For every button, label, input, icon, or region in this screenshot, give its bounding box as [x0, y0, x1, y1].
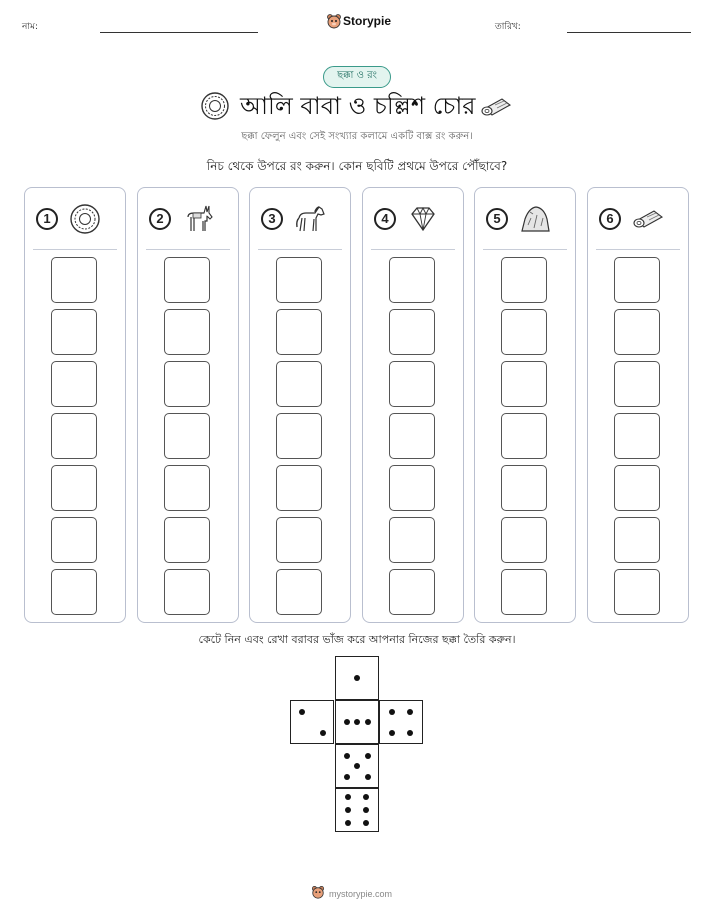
cave-rock-icon	[518, 203, 552, 235]
color-box[interactable]	[164, 465, 210, 511]
color-box[interactable]	[389, 413, 435, 459]
column-divider	[371, 249, 455, 250]
color-box[interactable]	[389, 361, 435, 407]
column-number: 4	[374, 208, 396, 230]
color-box[interactable]	[51, 517, 97, 563]
activity-badge: ছক্কা ও রং	[323, 66, 391, 88]
rug-roll-icon	[631, 203, 665, 235]
color-box[interactable]	[164, 309, 210, 355]
donkey-icon	[181, 203, 215, 235]
column-number: 2	[149, 208, 171, 230]
color-box[interactable]	[501, 361, 547, 407]
gold-coin-icon	[200, 91, 230, 121]
name-label: নাম:	[22, 22, 39, 32]
die-pip	[365, 774, 371, 780]
name-line[interactable]	[100, 32, 258, 33]
column-1	[24, 187, 126, 623]
column-6	[587, 187, 689, 623]
footer-url[interactable]: mystorypie.com	[329, 889, 393, 899]
die-pip	[354, 763, 360, 769]
color-box[interactable]	[389, 309, 435, 355]
die-pip	[363, 820, 369, 826]
die-pip	[344, 753, 350, 759]
color-box[interactable]	[276, 257, 322, 303]
color-box[interactable]	[614, 413, 660, 459]
color-box[interactable]	[614, 465, 660, 511]
die-pip	[345, 794, 351, 800]
game-prompt: নিচ থেকে উপরে রং করুন। কোন ছবিটি প্রথমে উপরে পৌঁছাবে?	[206, 159, 508, 173]
footer	[311, 884, 421, 904]
die-pip	[354, 719, 360, 725]
color-box[interactable]	[501, 517, 547, 563]
color-box[interactable]	[389, 569, 435, 615]
die-pip	[344, 719, 350, 725]
color-box[interactable]	[276, 361, 322, 407]
column-number: 3	[261, 208, 283, 230]
rug-roll-icon	[480, 93, 512, 119]
column-number: 5	[486, 208, 508, 230]
color-box[interactable]	[614, 569, 660, 615]
die-pip	[299, 709, 305, 715]
color-box[interactable]	[164, 361, 210, 407]
date-label: তারিখ:	[495, 22, 521, 32]
die-pip	[407, 709, 413, 715]
die-face-6	[335, 788, 379, 832]
die-pip	[407, 730, 413, 736]
color-box[interactable]	[51, 309, 97, 355]
column-number: 6	[599, 208, 621, 230]
color-box[interactable]	[614, 361, 660, 407]
cut-instruction: কেটে নিন এবং রেখা বরাবর ভাঁজ করে আপনার নিজের ছক্কা তৈরি করুন।	[198, 633, 516, 646]
die-pip	[354, 675, 360, 681]
die-face-1	[335, 656, 379, 700]
color-box[interactable]	[614, 257, 660, 303]
die-pip	[320, 730, 326, 736]
column-2	[137, 187, 239, 623]
color-box[interactable]	[164, 569, 210, 615]
column-divider	[483, 249, 567, 250]
column-divider	[146, 249, 230, 250]
color-box[interactable]	[501, 413, 547, 459]
color-box[interactable]	[51, 569, 97, 615]
color-box[interactable]	[51, 413, 97, 459]
color-box[interactable]	[164, 257, 210, 303]
die-pip	[365, 753, 371, 759]
column-number: 1	[36, 208, 58, 230]
color-box[interactable]	[276, 517, 322, 563]
die-pip	[389, 709, 395, 715]
color-box[interactable]	[389, 465, 435, 511]
color-box[interactable]	[501, 309, 547, 355]
column-4	[362, 187, 464, 623]
color-box[interactable]	[164, 413, 210, 459]
color-box[interactable]	[276, 309, 322, 355]
die-pip	[345, 807, 351, 813]
color-box[interactable]	[164, 517, 210, 563]
brand-logo	[326, 12, 390, 32]
brand-name: Storypie	[343, 14, 392, 28]
die-face-3	[335, 700, 379, 744]
die-pip	[344, 774, 350, 780]
column-3	[249, 187, 351, 623]
die-face-5	[335, 744, 379, 788]
die-pip	[365, 719, 371, 725]
color-box[interactable]	[276, 413, 322, 459]
column-divider	[33, 249, 117, 250]
column-divider	[258, 249, 342, 250]
color-box[interactable]	[276, 465, 322, 511]
die-pip	[363, 794, 369, 800]
horse-icon	[293, 203, 327, 235]
storypie-mascot-icon	[326, 13, 342, 30]
color-box[interactable]	[389, 517, 435, 563]
color-box[interactable]	[614, 517, 660, 563]
color-box[interactable]	[501, 257, 547, 303]
die-pip	[345, 820, 351, 826]
die-pip	[389, 730, 395, 736]
storypie-mascot-icon	[311, 885, 325, 900]
color-box[interactable]	[614, 309, 660, 355]
color-box[interactable]	[51, 361, 97, 407]
color-box[interactable]	[389, 257, 435, 303]
gold-coin-icon	[68, 203, 102, 235]
instructions-subtitle: ছক্কা ফেলুন এবং সেই সংখ্যার কলামে একটি বাক্স রং করুন।	[241, 131, 473, 142]
column-5	[474, 187, 576, 623]
column-divider	[596, 249, 680, 250]
color-box[interactable]	[501, 569, 547, 615]
date-line[interactable]	[567, 32, 691, 33]
color-box[interactable]	[276, 569, 322, 615]
die-net	[290, 656, 424, 834]
color-box[interactable]	[51, 257, 97, 303]
die-face-4	[379, 700, 423, 744]
diamond-icon	[406, 203, 440, 235]
color-box[interactable]	[501, 465, 547, 511]
page-title: আলি বাবা ও চল্লিশ চোর	[240, 92, 476, 120]
die-face-2	[290, 700, 334, 744]
color-box[interactable]	[51, 465, 97, 511]
die-pip	[363, 807, 369, 813]
